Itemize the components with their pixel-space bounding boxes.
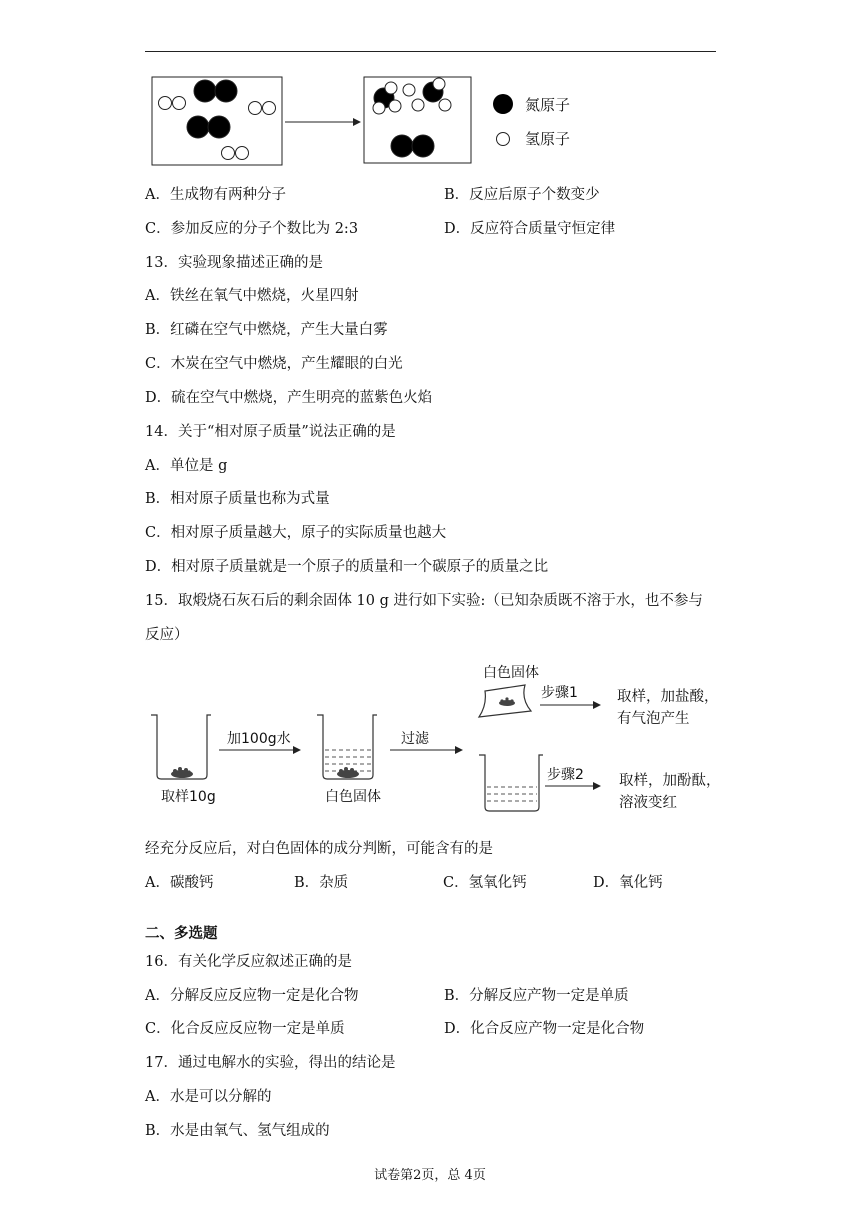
q13-option-a: A．铁丝在氧气中燃烧，火星四射 (145, 288, 359, 304)
q15-stem-line1: 15．取煅烧石灰石后的剩余固体 10 g 进行如下实验:（已知杂质既不溶于水，也不参与 (145, 593, 703, 609)
q16-option-d: D．化合反应产物一定是化合物 (444, 1021, 645, 1037)
result2-line2: 溶液变红 (619, 795, 677, 811)
legend-n-label: 氮原子 (525, 96, 571, 114)
q16-stem: 16．有关化学反应叙述正确的是 (145, 954, 352, 970)
section-title-multiple-choice: 二、多选题 (145, 925, 218, 942)
filter-label: 过滤 (401, 731, 429, 747)
q15-option-b: B．杂质 (294, 875, 349, 891)
solid-pile-2 (337, 767, 359, 778)
q13-stem: 13．实验现象描述正确的是 (145, 255, 323, 271)
arrow-step2 (545, 782, 601, 790)
q15-option-a: A．碳酸钙 (145, 875, 214, 891)
q15-experiment-diagram (145, 655, 745, 815)
q15-stem-line2: 反应） (145, 627, 189, 643)
q16-option-b: B．分解反应产物一定是单质 (444, 988, 629, 1004)
beaker-water (317, 715, 377, 779)
arrow-filter (390, 746, 463, 754)
result1-line2: 有气泡产生 (617, 711, 690, 727)
beaker-filtrate (479, 755, 543, 811)
arrow-step1 (540, 701, 601, 709)
q12-option-a: A．生成物有两种分子 (145, 187, 286, 203)
q17-option-b: B．水是由氧气、氢气组成的 (145, 1123, 330, 1139)
legend-h-label: 氢原子 (525, 130, 571, 148)
q13-option-c: C．木炭在空气中燃烧，产生耀眼的白光 (145, 356, 403, 372)
header-rule (145, 51, 716, 52)
q12-molecule-diagram (145, 68, 595, 172)
q17-option-a: A．水是可以分解的 (145, 1089, 272, 1105)
result1-line1: 取样，加盐酸， (617, 689, 719, 705)
legend (493, 94, 570, 148)
q16-option-a: A．分解反应反应物一定是化合物 (145, 988, 359, 1004)
q13-option-d: D．硫在空气中燃烧，产生明亮的蓝紫色火焰 (145, 390, 433, 406)
q17-stem: 17．通过电解水的实验，得出的结论是 (145, 1055, 396, 1071)
solid-pile-1 (171, 767, 193, 778)
legend-n-marker (493, 94, 513, 114)
q12-option-c: C．参加反应的分子个数比为 2:3 (145, 221, 359, 237)
q16-option-c: C．化合反应反应物一定是单质 (145, 1021, 345, 1037)
step2-label: 步骤2 (547, 767, 584, 783)
add-water-label: 加100g水 (227, 731, 291, 747)
legend-h-marker (497, 133, 510, 146)
q12-option-b: B．反应后原子个数变少 (444, 187, 600, 203)
step1-label: 步骤1 (541, 685, 578, 701)
q15-question: 经充分反应后，对白色固体的成分判断，可能含有的是 (145, 841, 493, 857)
white-solid-beaker-label: 白色固体 (325, 789, 381, 805)
arrow-add-water (219, 746, 301, 754)
sample-label: 取样10g (161, 789, 216, 805)
result2-line1: 取样，加酚酞， (619, 773, 721, 789)
reaction-arrow (285, 118, 361, 126)
q12-option-d: D．反应符合质量守恒定律 (444, 221, 616, 237)
q15-option-c: C．氢氧化钙 (443, 875, 527, 891)
q14-option-b: B．相对原子质量也称为式量 (145, 491, 330, 507)
filter-paper (479, 685, 531, 717)
q14-option-a: A．单位是 g (145, 458, 228, 474)
q14-stem: 14．关于“相对原子质量”说法正确的是 (145, 424, 396, 440)
white-solid-top-label: 白色固体 (483, 665, 539, 681)
page-footer: 试卷第2页，总 4页 (374, 1168, 486, 1183)
q15-option-d: D．氧化钙 (593, 875, 663, 891)
q13-option-b: B．红磷在空气中燃烧，产生大量白雾 (145, 322, 388, 338)
q14-option-d: D．相对原子质量就是一个原子的质量和一个碳原子的质量之比 (145, 559, 549, 575)
q14-option-c: C．相对原子质量越大，原子的实际质量也越大 (145, 525, 447, 541)
beaker-sample (151, 715, 211, 779)
